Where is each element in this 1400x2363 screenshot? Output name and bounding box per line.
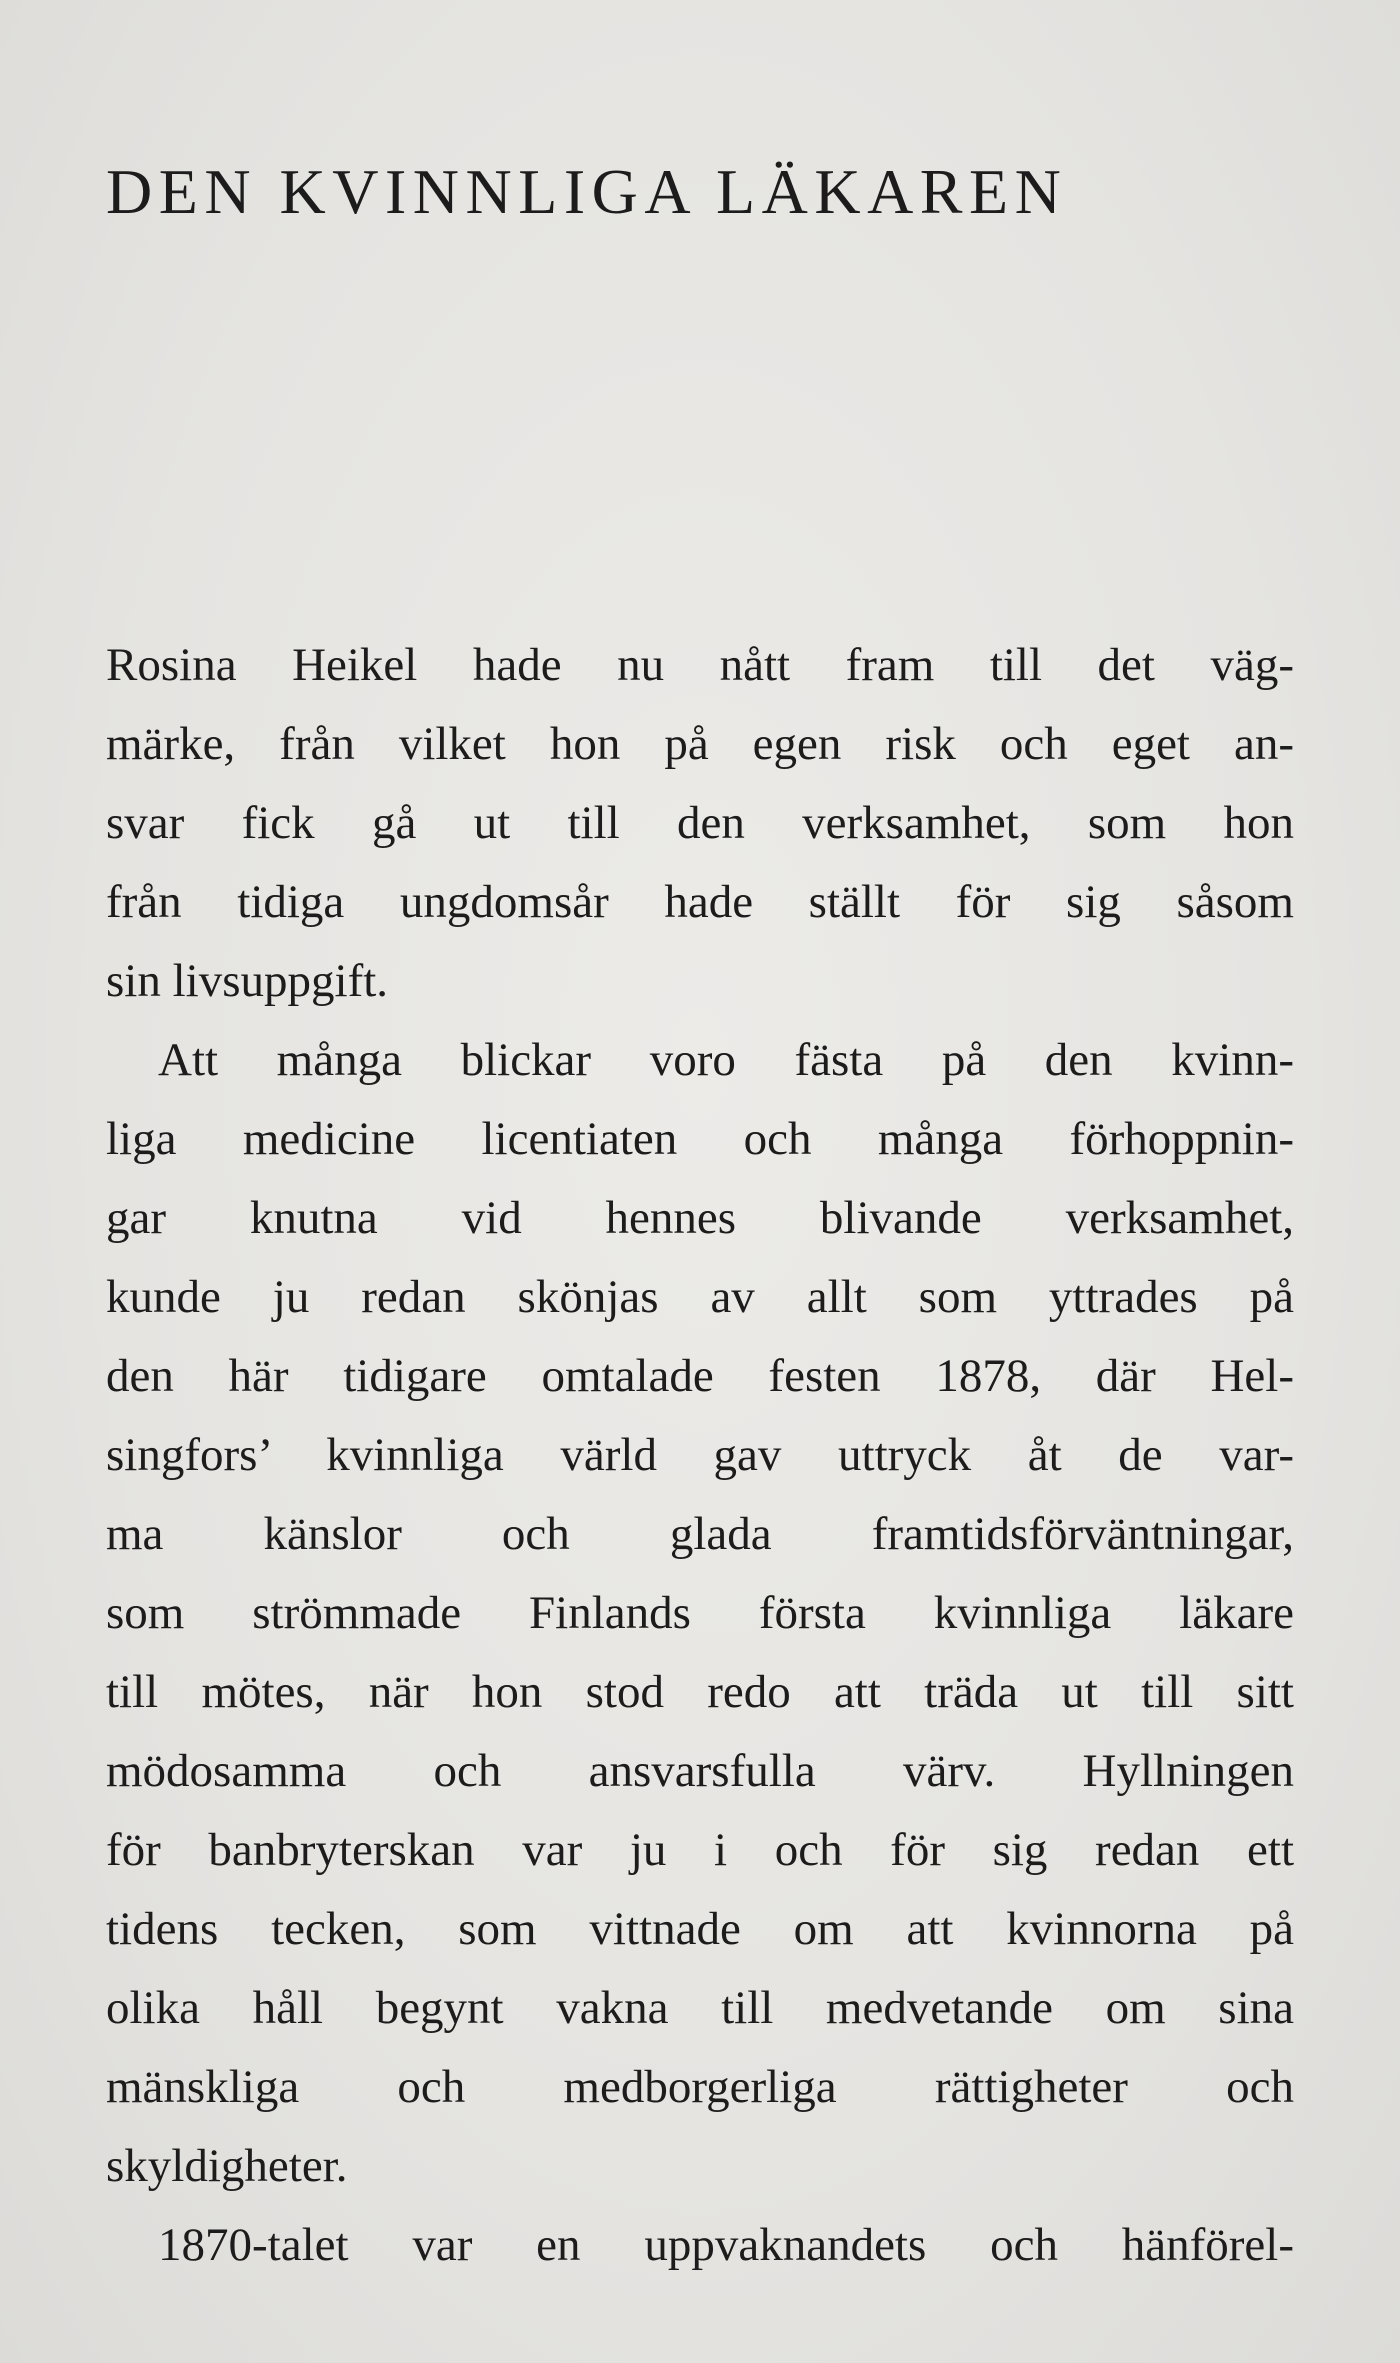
text-line: Att många blickar voro fästa på den kvinn- xyxy=(158,1034,1294,1086)
body-text xyxy=(106,626,1294,2285)
text-line: svar fick gå ut till den verksamhet, som hon xyxy=(106,797,1294,849)
text-line: singfors’ kvinnliga värld gav uttryck åt de var- xyxy=(106,1429,1294,1481)
text-line: från tidiga ungdomsår hade ställt för sig såsom xyxy=(106,876,1294,928)
text-line: 1870-talet var en uppvaknandets och hänförel- xyxy=(158,2219,1294,2271)
text-line: Rosina Heikel hade nu nått fram till det väg- xyxy=(106,639,1294,691)
text-line: olika håll begynt vakna till medvetande om sina xyxy=(106,1982,1294,2034)
text-line: mödosamma och ansvarsfulla värv. Hyllningen xyxy=(106,1745,1294,1797)
text-line: för banbryterskan var ju i och för sig redan ett xyxy=(106,1824,1294,1876)
text-line: gar knutna vid hennes blivande verksamhet, xyxy=(106,1192,1294,1244)
chapter-title: DEN KVINNLIGA LÄKAREN xyxy=(106,156,1068,227)
text-line: ma känslor och glada framtidsförväntningar, xyxy=(106,1508,1294,1560)
text-line: liga medicine licentiaten och många förhoppnin- xyxy=(106,1113,1294,1165)
text-line: kunde ju redan skönjas av allt som yttrades på xyxy=(106,1271,1294,1323)
text-line: skyldigheter. xyxy=(106,2140,348,2192)
text-line: tidens tecken, som vittnade om att kvinnorna på xyxy=(106,1903,1294,1955)
text-line: mänskliga och medborgerliga rättigheter och xyxy=(106,2061,1294,2113)
text-line: den här tidigare omtalade festen 1878, där Hel- xyxy=(106,1350,1294,1402)
text-line: till mötes, när hon stod redo att träda ut till sitt xyxy=(106,1666,1294,1718)
text-line: märke, från vilket hon på egen risk och eget an- xyxy=(106,718,1294,770)
text-line: sin livsuppgift. xyxy=(106,955,389,1007)
text-line: som strömmade Finlands första kvinnliga läkare xyxy=(106,1587,1294,1639)
